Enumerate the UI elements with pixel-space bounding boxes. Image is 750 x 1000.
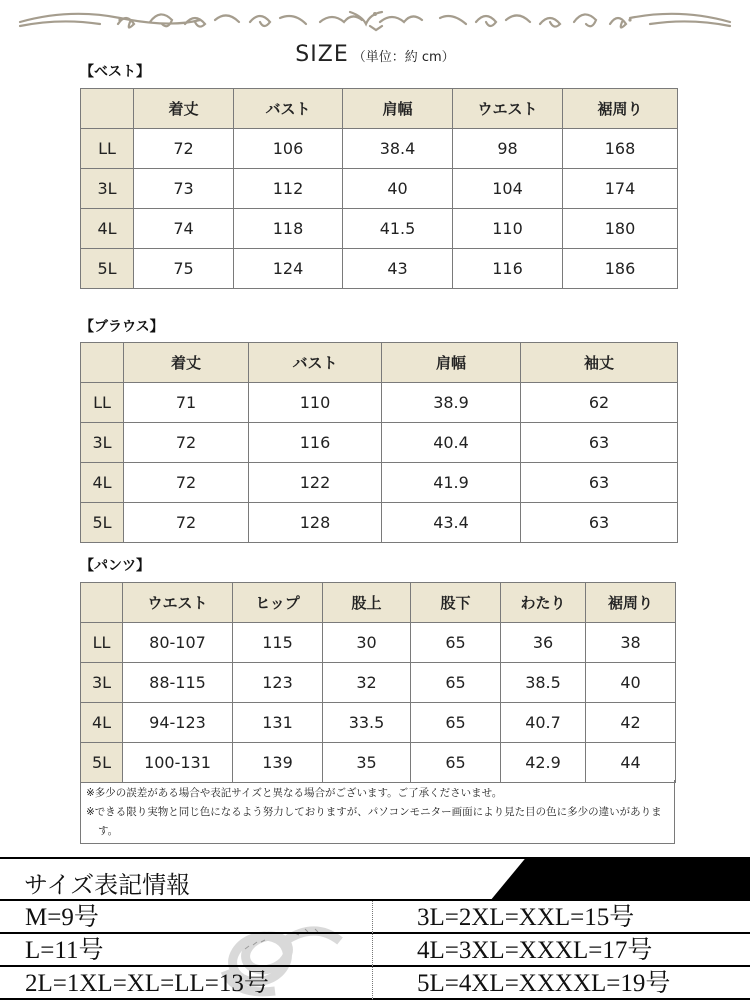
col-header: わたり — [501, 583, 586, 623]
table-row — [81, 463, 678, 503]
table-cell: 72 — [134, 129, 234, 169]
col-header: 着丈 — [124, 343, 249, 383]
table-cell: 32 — [323, 663, 411, 703]
table-cell: 41.9 — [382, 463, 521, 503]
table-cell: 118 — [234, 209, 343, 249]
blouse-section-label: 【ブラウス】 — [80, 319, 164, 335]
table-row — [81, 623, 676, 663]
table-cell: 139 — [233, 743, 323, 783]
size-unit: （単位：約 cm） — [352, 50, 455, 65]
table-cell: 63 — [521, 423, 678, 463]
table-cell: 100-131 — [123, 743, 233, 783]
table-cell: 40.7 — [501, 703, 586, 743]
size-label: LL — [81, 129, 134, 169]
table-cell: 80-107 — [123, 623, 233, 663]
table-row — [81, 249, 678, 289]
size-label: 4L — [81, 209, 134, 249]
table-cell: 110 — [249, 383, 382, 423]
table-cell: 65 — [411, 623, 501, 663]
vest-section-label: 【ベスト】 — [80, 64, 150, 80]
col-header: 股下 — [411, 583, 501, 623]
table-row — [81, 169, 678, 209]
table-cell: 72 — [124, 423, 249, 463]
table-cell: 124 — [234, 249, 343, 289]
table-cell: 43 — [343, 249, 453, 289]
table-cell: 40.4 — [382, 423, 521, 463]
size-equivalence-left: L=11号 — [0, 934, 372, 967]
table-cell: 38.4 — [343, 129, 453, 169]
col-header: バスト — [234, 89, 343, 129]
table-cell: 186 — [563, 249, 678, 289]
table-cell: 74 — [134, 209, 234, 249]
table-cell: 115 — [233, 623, 323, 663]
scroll-ornament-icon — [0, 0, 750, 40]
size-label: 5L — [81, 743, 123, 783]
col-header: 肩幅 — [382, 343, 521, 383]
size-label: 3L — [81, 169, 134, 209]
table-cell: 35 — [323, 743, 411, 783]
col-header: 着丈 — [134, 89, 234, 129]
table-cell: 63 — [521, 463, 678, 503]
table-cell: 65 — [411, 743, 501, 783]
col-header: バスト — [249, 343, 382, 383]
size-info-grid — [0, 901, 750, 1000]
table-cell: 112 — [234, 169, 343, 209]
table-cell: 116 — [453, 249, 563, 289]
table-cell: 122 — [249, 463, 382, 503]
table-cell: 65 — [411, 663, 501, 703]
table-cell: 62 — [521, 383, 678, 423]
table-cell: 72 — [124, 503, 249, 543]
corner-cell — [81, 583, 123, 623]
table-cell: 38.5 — [501, 663, 586, 703]
corner-cell — [81, 89, 134, 129]
table-cell: 106 — [234, 129, 343, 169]
note-line: ※できる限り実物と同じ色になるよう努力しておりますが、パソコンモニター画面により見た目の色に多少の違いがあります。 — [86, 806, 662, 837]
table-cell: 40 — [343, 169, 453, 209]
note-line: ※多少の誤差がある場合や表記サイズと異なる場合がございます。ご了承くださいませ。 — [86, 787, 503, 799]
size-label: 3L — [81, 423, 124, 463]
corner-cell — [81, 343, 124, 383]
size-info-section — [0, 857, 750, 1000]
table-cell: 36 — [501, 623, 586, 663]
size-info-header — [0, 857, 750, 901]
col-header: ヒップ — [233, 583, 323, 623]
table-cell: 110 — [453, 209, 563, 249]
size-equivalence-right: 3L=2XL=XXL=15号 — [372, 901, 750, 934]
table-cell: 63 — [521, 503, 678, 543]
table-row — [81, 743, 676, 783]
col-header: 裾周り — [563, 89, 678, 129]
table-cell: 38 — [586, 623, 676, 663]
table-cell: 73 — [134, 169, 234, 209]
table-cell: 72 — [124, 463, 249, 503]
table-cell: 65 — [411, 703, 501, 743]
size-equivalence-left: M=9号 — [0, 901, 372, 934]
table-row — [81, 383, 678, 423]
col-header: 股上 — [323, 583, 411, 623]
notes-box — [80, 780, 675, 844]
table-row — [81, 209, 678, 249]
table-cell: 40 — [586, 663, 676, 703]
header-accent-block — [490, 857, 750, 901]
size-equivalence-right: 5L=4XL=XXXXL=19号 — [372, 967, 750, 1000]
size-title-main: SIZE — [295, 42, 349, 67]
size-label: 4L — [81, 463, 124, 503]
col-header: 肩幅 — [343, 89, 453, 129]
table-cell: 94-123 — [123, 703, 233, 743]
table-cell: 33.5 — [323, 703, 411, 743]
table-row — [81, 129, 678, 169]
col-header: 裾周り — [586, 583, 676, 623]
table-row — [81, 663, 676, 703]
size-label: LL — [81, 383, 124, 423]
table-cell: 44 — [586, 743, 676, 783]
col-header: ウエスト — [123, 583, 233, 623]
size-equivalence-left: 2L=1XL=XL=LL=13号 — [0, 967, 372, 1000]
table-cell: 168 — [563, 129, 678, 169]
size-info-title: サイズ表記情報 — [24, 871, 191, 899]
pants-size-table — [80, 582, 676, 783]
table-cell: 43.4 — [382, 503, 521, 543]
table-cell: 88-115 — [123, 663, 233, 703]
size-label: 5L — [81, 503, 124, 543]
table-cell: 42.9 — [501, 743, 586, 783]
size-label: 4L — [81, 703, 123, 743]
blouse-size-table — [80, 342, 678, 543]
table-cell: 174 — [563, 169, 678, 209]
table-cell: 180 — [563, 209, 678, 249]
table-row — [81, 423, 678, 463]
vest-size-table — [80, 88, 678, 289]
table-cell: 42 — [586, 703, 676, 743]
table-cell: 71 — [124, 383, 249, 423]
table-cell: 98 — [453, 129, 563, 169]
size-label: 3L — [81, 663, 123, 703]
table-cell: 41.5 — [343, 209, 453, 249]
table-cell: 104 — [453, 169, 563, 209]
pants-section-label: 【パンツ】 — [80, 558, 150, 574]
table-cell: 75 — [134, 249, 234, 289]
size-label: 5L — [81, 249, 134, 289]
size-label: LL — [81, 623, 123, 663]
table-cell: 131 — [233, 703, 323, 743]
size-equivalence-right: 4L=3XL=XXXL=17号 — [372, 934, 750, 967]
table-cell: 30 — [323, 623, 411, 663]
table-cell: 38.9 — [382, 383, 521, 423]
table-row — [81, 703, 676, 743]
col-header: ウエスト — [453, 89, 563, 129]
table-cell: 123 — [233, 663, 323, 703]
col-header: 袖丈 — [521, 343, 678, 383]
table-cell: 128 — [249, 503, 382, 543]
table-row — [81, 503, 678, 543]
table-cell: 116 — [249, 423, 382, 463]
